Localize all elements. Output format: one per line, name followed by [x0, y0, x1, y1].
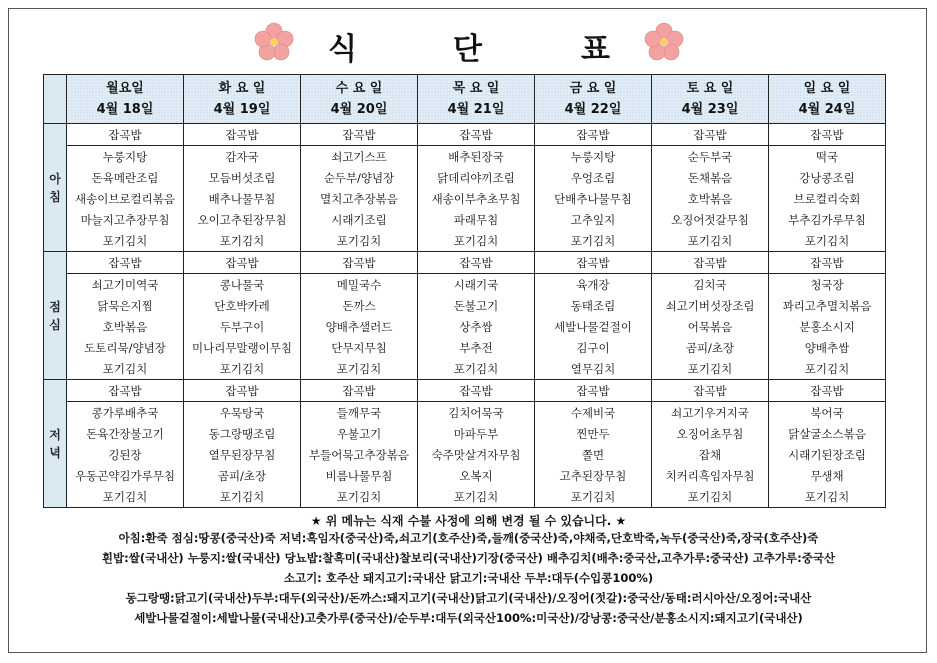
menu-item: 잡곡밥: [184, 124, 301, 146]
menu-item: 청국장: [769, 274, 886, 296]
menu-item: 마늘지고추장무침: [67, 209, 184, 230]
origin-line: 세발나물겉절이:세발나물(국내산)고춧가루(중국산)/순두부:대두(외국산100%:미국산)/강낭콩:중국산/분홍소시지:돼지고기(국내산): [134, 611, 803, 625]
menu-item: 미나리무말랭이무침: [184, 337, 301, 358]
menu-item: 잡곡밥: [301, 252, 418, 274]
menu-item: 잡채: [652, 444, 769, 465]
menu-row: [44, 274, 886, 296]
menu-row: [44, 465, 886, 486]
menu-item: 포기김치: [652, 230, 769, 252]
menu-item: 비름나물무침: [301, 465, 418, 486]
menu-item: 포기김치: [301, 358, 418, 380]
menu-item: 단배추나물무침: [535, 188, 652, 209]
title-char-2: 단: [453, 32, 482, 67]
menu-item: 모듬버섯조림: [184, 167, 301, 188]
menu-item: 우불고기: [301, 423, 418, 444]
menu-row: [44, 146, 886, 168]
menu-row: [44, 124, 886, 146]
title-char-3: 표: [581, 32, 610, 67]
menu-item: 단무지무침: [301, 337, 418, 358]
menu-item: 새송이부추초무침: [418, 188, 535, 209]
menu-item: 포기김치: [67, 486, 184, 508]
menu-row: [44, 252, 886, 274]
menu-item: 북어국: [769, 402, 886, 424]
menu-item: 잡곡밥: [301, 124, 418, 146]
menu-item: 쇠고기버섯장조림: [652, 295, 769, 316]
menu-item: 포기김치: [67, 230, 184, 252]
menu-row: [44, 337, 886, 358]
menu-item: 포기김치: [769, 486, 886, 508]
origin-line: 동그랑땡:닭고기(국내산)두부:대두(외국산)/돈까스:돼지고기(국내산)닭고기(국내산)/오징어(젓갈):중국산/동태:러시아산/오징어:국내산: [125, 591, 812, 605]
menu-row: [44, 230, 886, 252]
day-name: 화 요 일: [218, 81, 266, 96]
day-name: 금 요 일: [569, 81, 617, 96]
menu-item: 잡곡밥: [67, 124, 184, 146]
menu-item: 순두부국: [652, 146, 769, 168]
menu-item: 우묵탕국: [184, 402, 301, 424]
menu-row: [44, 188, 886, 209]
menu-item: 잡곡밥: [652, 124, 769, 146]
menu-item: 들깨무국: [301, 402, 418, 424]
menu-item: 열무김치: [535, 358, 652, 380]
menu-item: 우엉조림: [535, 167, 652, 188]
day-date: 4월 18일: [96, 102, 154, 117]
menu-item: 잡곡밥: [769, 252, 886, 274]
day-name: 월요일: [106, 81, 144, 96]
title-row: [0, 20, 937, 66]
menu-item: 새송이브로컬리볶음: [67, 188, 184, 209]
meal-label-0: [44, 124, 67, 252]
menu-item: 포기김치: [652, 486, 769, 508]
day-date: 4월 22일: [564, 102, 622, 117]
menu-item: 꽈리고추멸치볶음: [769, 295, 886, 316]
day-name: 목 요 일: [452, 81, 500, 96]
menu-item: 돈육간장불고기: [67, 423, 184, 444]
flower-icon: [254, 22, 294, 62]
origin-line: 아침:환죽 점심:땅콩(중국산)죽 저녁:흑임자(중국산)죽,쇠고기(호주산)죽,들깨(중국산)죽,야채죽,단호박죽,녹두(중국산)죽,장국(호주산)죽: [118, 531, 819, 545]
menu-item: 잡곡밥: [652, 252, 769, 274]
menu-item: 분홍소시지: [769, 316, 886, 337]
menu-item: 포기김치: [769, 230, 886, 252]
menu-item: 쇠고기우거지국: [652, 402, 769, 424]
menu-item: 잡곡밥: [535, 124, 652, 146]
menu-item: 잡곡밥: [535, 380, 652, 402]
origin-line: 소고기: 호주산 돼지고기:국내산 닭고기:국내산 두부:대두(수입콩100%): [283, 571, 654, 585]
menu-item: 떡국: [769, 146, 886, 168]
menu-item: 양배추샐러드: [301, 316, 418, 337]
menu-row: [44, 316, 886, 337]
menu-item: 고추잎지: [535, 209, 652, 230]
menu-table: [43, 74, 886, 508]
meal-label-text: 점심: [49, 299, 61, 332]
menu-item: 닭묵은지찜: [67, 295, 184, 316]
menu-item: 수제비국: [535, 402, 652, 424]
day-header: [301, 75, 418, 124]
menu-item: 단호박카레: [184, 295, 301, 316]
menu-item: 순두부/양념장: [301, 167, 418, 188]
menu-item: 닭데리야끼조림: [418, 167, 535, 188]
menu-item: 돈채볶음: [652, 167, 769, 188]
menu-item: 잡곡밥: [652, 380, 769, 402]
flower-icon: [644, 22, 684, 62]
menu-item: 포기김치: [418, 230, 535, 252]
menu-item: 숙주맛살겨자무침: [418, 444, 535, 465]
menu-item: 잡곡밥: [769, 380, 886, 402]
menu-item: 부추김가루무침: [769, 209, 886, 230]
menu-item: 어묵볶음: [652, 316, 769, 337]
menu-item: 찐만두: [535, 423, 652, 444]
menu-row: [44, 167, 886, 188]
menu-item: 포기김치: [769, 358, 886, 380]
menu-item: 치커리흑임자무침: [652, 465, 769, 486]
day-name: 토 요 일: [686, 81, 734, 96]
menu-item: 김구이: [535, 337, 652, 358]
menu-item: 돈육메란조림: [67, 167, 184, 188]
menu-item: 포기김치: [67, 358, 184, 380]
menu-row: [44, 402, 886, 424]
menu-row: [44, 358, 886, 380]
menu-item: 잡곡밥: [418, 380, 535, 402]
menu-row: [44, 444, 886, 465]
menu-item: 오복지: [418, 465, 535, 486]
menu-item: 포기김치: [418, 486, 535, 508]
menu-item: 잡곡밥: [535, 252, 652, 274]
menu-item: 오이고추된장무침: [184, 209, 301, 230]
day-header: [769, 75, 886, 124]
change-notice: ★ 위 메뉴는 식재 수불 사정에 의해 변경 될 수 있습니다. ★: [310, 514, 627, 528]
menu-item: 잡곡밥: [184, 252, 301, 274]
day-name: 수 요 일: [335, 81, 383, 96]
day-date: 4월 23일: [681, 102, 739, 117]
menu-item: 김치국: [652, 274, 769, 296]
day-header: [418, 75, 535, 124]
day-header: [535, 75, 652, 124]
menu-item: 돈까스: [301, 295, 418, 316]
menu-item: 감자국: [184, 146, 301, 168]
menu-item: 돈불고기: [418, 295, 535, 316]
menu-item: 멸치고추장볶음: [301, 188, 418, 209]
menu-item: 잡곡밥: [301, 380, 418, 402]
menu-item: 곰피/초장: [652, 337, 769, 358]
menu-item: 강낭콩조림: [769, 167, 886, 188]
menu-item: 잡곡밥: [418, 124, 535, 146]
menu-item: 쇠고기스프: [301, 146, 418, 168]
menu-item: 깅된장: [67, 444, 184, 465]
menu-item: 호박볶음: [67, 316, 184, 337]
menu-item: 열무된장무침: [184, 444, 301, 465]
menu-row: [44, 295, 886, 316]
menu-item: 두부구이: [184, 316, 301, 337]
menu-item: 포기김치: [184, 358, 301, 380]
corner-cell: [44, 75, 67, 124]
menu-item: 쫄면: [535, 444, 652, 465]
menu-item: 호박볶음: [652, 188, 769, 209]
day-header-row: [44, 75, 886, 124]
menu-item: 잡곡밥: [67, 252, 184, 274]
day-header: [652, 75, 769, 124]
menu-item: 포기김치: [652, 358, 769, 380]
menu-row: [44, 380, 886, 402]
day-name: 일 요 일: [803, 81, 851, 96]
menu-item: 닭살굴소스볶음: [769, 423, 886, 444]
origin-line: 흰밥:쌀(국내산) 누룽지:쌀(국내산) 당뇨밥:찰흑미(국내산)찰보리(국내산)기장(중국산) 배추김치(배추:중국산,고추가루:중국산) 고추가루:중국산: [101, 551, 836, 565]
menu-item: 누룽지탕: [535, 146, 652, 168]
menu-item: 잡곡밥: [184, 380, 301, 402]
day-header: [184, 75, 301, 124]
menu-item: 포기김치: [535, 230, 652, 252]
menu-row: [44, 209, 886, 230]
menu-item: 고추된장무침: [535, 465, 652, 486]
day-date: 4월 20일: [330, 102, 388, 117]
menu-item: 포기김치: [184, 230, 301, 252]
menu-item: 김치어묵국: [418, 402, 535, 424]
menu-item: 콩가루배추국: [67, 402, 184, 424]
menu-item: 동그랑땡조림: [184, 423, 301, 444]
title-char-1: 식: [328, 32, 357, 67]
menu-item: 곰피/초장: [184, 465, 301, 486]
menu-item: 시래기조림: [301, 209, 418, 230]
menu-item: 파래무침: [418, 209, 535, 230]
menu-item: 포기김치: [301, 230, 418, 252]
menu-item: 부들어묵고추장볶음: [301, 444, 418, 465]
day-date: 4월 19일: [213, 102, 271, 117]
menu-item: 잡곡밥: [769, 124, 886, 146]
meal-label-text: 아침: [49, 171, 61, 204]
menu-item: 양배추쌈: [769, 337, 886, 358]
meal-label-text: 저녁: [49, 427, 61, 460]
menu-item: 우동곤약김가루무침: [67, 465, 184, 486]
menu-item: 무생채: [769, 465, 886, 486]
menu-item: 육개장: [535, 274, 652, 296]
menu-item: 세발나물겉절이: [535, 316, 652, 337]
menu-row: [44, 486, 886, 508]
menu-item: 오징어젓갈무침: [652, 209, 769, 230]
menu-row: [44, 423, 886, 444]
menu-item: 메밀국수: [301, 274, 418, 296]
menu-item: 포기김치: [184, 486, 301, 508]
menu-item: 배추나물무침: [184, 188, 301, 209]
menu-item: 부추전: [418, 337, 535, 358]
menu-item: 동태조림: [535, 295, 652, 316]
menu-item: 콩나물국: [184, 274, 301, 296]
menu-item: 잡곡밥: [418, 252, 535, 274]
menu-item: 오징어초무침: [652, 423, 769, 444]
menu-item: 도토리묵/양념장: [67, 337, 184, 358]
menu-item: 누룽지탕: [67, 146, 184, 168]
menu-item: 포기김치: [418, 358, 535, 380]
day-date: 4월 21일: [447, 102, 505, 117]
day-date: 4월 24일: [798, 102, 856, 117]
menu-item: 마파두부: [418, 423, 535, 444]
meal-label-2: [44, 380, 67, 508]
meal-label-1: [44, 252, 67, 380]
menu-item: 포기김치: [301, 486, 418, 508]
menu-item: 잡곡밥: [67, 380, 184, 402]
menu-item: 브로컬리숙회: [769, 188, 886, 209]
menu-item: 상추쌈: [418, 316, 535, 337]
menu-item: 포기김치: [535, 486, 652, 508]
menu-item: 쇠고기미역국: [67, 274, 184, 296]
menu-item: 시래기된장조림: [769, 444, 886, 465]
menu-item: 배추된장국: [418, 146, 535, 168]
day-header: [67, 75, 184, 124]
menu-item: 시래기국: [418, 274, 535, 296]
